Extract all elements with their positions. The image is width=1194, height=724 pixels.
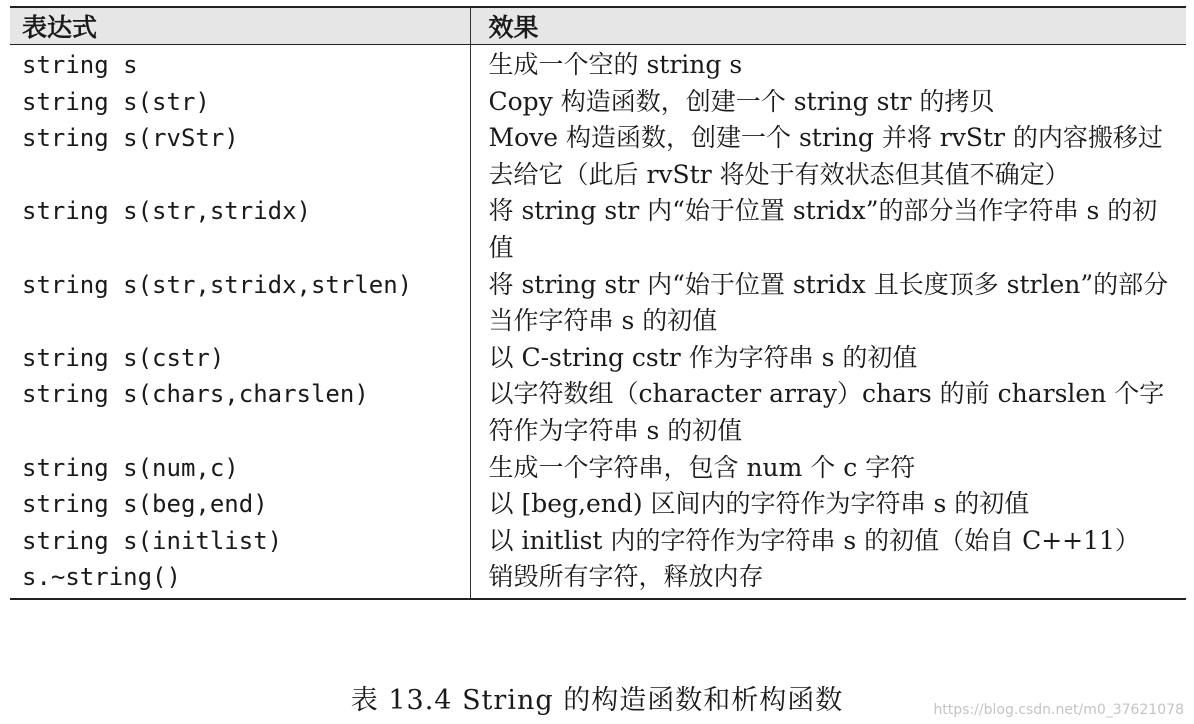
table-row [10,193,1186,266]
table-row [10,523,1186,560]
expression-cell: string s(str,stridx) [22,197,311,226]
effect-cell: Copy 构造函数，创建一个 string str 的拷贝 [470,84,1186,121]
effect-cell: 以 [beg,end) 区间内的字符作为字符串 s 的初值 [470,486,1186,523]
table-row [10,45,1186,84]
effect-cell: 以 initlist 内的字符作为字符串 s 的初值（始自 C++11） [470,523,1186,560]
constructor-table-container [10,6,1186,600]
header-expression: 表达式 [10,7,470,45]
expression-cell: string s [22,51,138,79]
table-row [10,120,1186,193]
effect-cell: Move 构造函数，创建一个 string 并将 rvStr 的内容搬移过去给它（此后 rvStr 将处于有效状态但其值不确定） [470,120,1186,193]
effect-cell: 销毁所有字符，释放内存 [470,559,1186,599]
table-row [10,376,1186,449]
expression-cell: string s(beg,end) [22,490,268,519]
effect-cell: 以 C-string cstr 作为字符串 s 的初值 [470,340,1186,377]
expression-cell: string s(chars,charslen) [22,380,369,409]
table-row [10,486,1186,523]
table-row [10,559,1186,599]
constructor-table [10,6,1186,600]
expression-cell: string s(initlist) [22,526,283,555]
effect-cell: 生成一个字符串，包含 num 个 c 字符 [470,450,1186,487]
effect-cell: 将 string str 内“始于位置 stridx 且长度顶多 strlen”的部分当作字符串 s 的初值 [470,267,1186,340]
table-caption: 表 13.4 String 的构造函数和析构函数 [350,685,844,716]
table-header-row [10,7,1186,45]
table-row [10,267,1186,340]
table-row [10,340,1186,377]
expression-cell: string s(cstr) [22,343,225,372]
header-effect: 效果 [470,7,1186,45]
effect-cell: 将 string str 内“始于位置 stridx”的部分当作字符串 s 的初值 [470,193,1186,266]
table-row [10,450,1186,487]
watermark-url: https://blog.csdn.net/m0_37621078 [933,702,1184,718]
effect-cell: 以字符数组（character array）chars 的前 charslen 个字符作为字符串 s 的初值 [470,376,1186,449]
expression-cell: string s(rvStr) [22,124,239,153]
expression-cell: s.~string() [10,559,470,599]
table-row [10,84,1186,121]
expression-cell: string s(str) [22,87,210,116]
expression-cell: string s(num,c) [22,453,239,482]
expression-cell: string s(str,stridx,strlen) [22,270,413,299]
effect-cell: 生成一个空的 string s [470,45,1186,84]
